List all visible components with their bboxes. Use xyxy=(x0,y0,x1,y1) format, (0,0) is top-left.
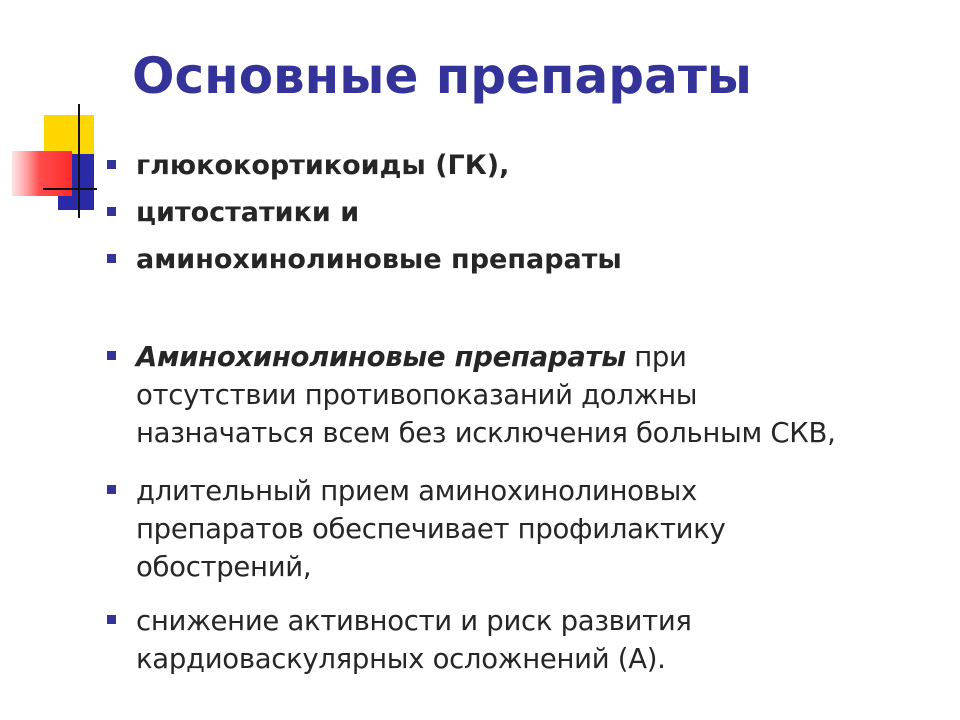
page-title: Основные препараты xyxy=(132,47,753,105)
bullet-text: аминохинолиновые препараты xyxy=(136,244,622,275)
bullet-line: кардиоваскулярных осложнений (А). xyxy=(136,643,666,675)
bullet-line: отсутствии противопоказаний должны xyxy=(136,379,698,411)
bullet-icon xyxy=(107,485,116,494)
bullet-line: обострений, xyxy=(136,551,312,583)
bullet-icon xyxy=(107,160,116,169)
bullet-text: глюкокортикоиды (ГК), xyxy=(136,150,510,181)
list-item xyxy=(136,602,936,678)
bullet-icon xyxy=(107,207,116,216)
bullet-icon xyxy=(107,615,116,624)
list-item xyxy=(136,241,936,279)
bullet-line xyxy=(136,338,936,376)
list-item xyxy=(136,147,936,185)
bullet-text: цитостатики и xyxy=(136,197,360,228)
bullet-text: при xyxy=(625,341,687,373)
bullet-icon xyxy=(107,254,116,263)
bullet-line: препаратов обеспечивает профилактику xyxy=(136,513,726,545)
bullet-line: длительный прием аминохинолиновых xyxy=(136,475,697,507)
bullet-line: снижение активности и риск развития xyxy=(136,605,692,637)
bullet-emphasis: Аминохинолиновые препараты xyxy=(136,341,626,373)
list-item xyxy=(136,194,936,232)
bullet-icon xyxy=(107,351,116,360)
list-item xyxy=(136,338,936,452)
list-item xyxy=(136,472,936,586)
corner-decoration xyxy=(0,100,124,220)
bullet-line: назначаться всем без исключения больным СКВ, xyxy=(136,417,836,449)
